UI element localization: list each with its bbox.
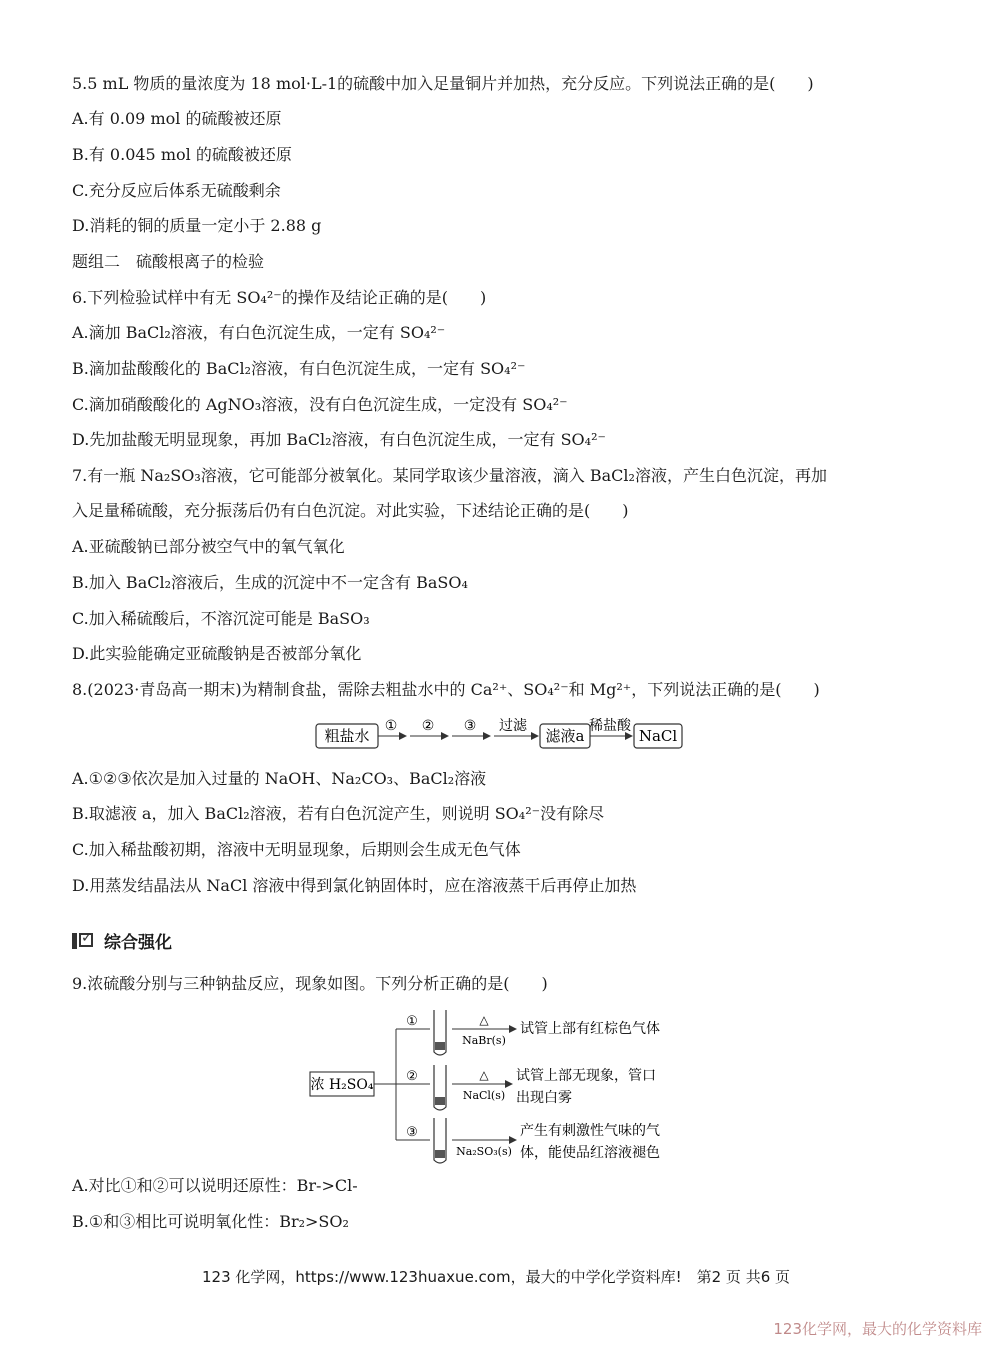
q8-option-d: D.用蒸发结晶法从 NaCl 溶液中得到氯化钠固体时，应在溶液蒸干后再停止加热 (72, 876, 637, 895)
q6-option-d: D.先加盐酸无明显现象，再加 BaCl₂溶液，有白色沉淀生成，一定有 SO₄²⁻ (72, 430, 606, 449)
q8-stem: 8.(2023·青岛高一期末)为精制食盐，需除去粗盐水中的 Ca²⁺、SO₄²⁻和 Mg²⁺，下列说法正确的是( ) (72, 680, 820, 699)
test-tube-1 (434, 1010, 446, 1055)
q9-reaction-diagram (308, 1008, 708, 1166)
q6-option-c: C.滴加硝酸酸化的 AgNO₃溶液，没有白色沉淀生成，一定没有 SO₄²⁻ (72, 395, 568, 414)
q8-option-b: B.取滤液 a，加入 BaCl₂溶液，若有白色沉淀产生，则说明 SO₄²⁻没有除尽 (72, 804, 605, 823)
test-tube-3 (434, 1118, 446, 1163)
q5-option-c: C.充分反应后体系无硫酸剩余 (72, 181, 281, 200)
q6-option-a: A.滴加 BaCl₂溶液，有白色沉淀生成，一定有 SO₄²⁻ (72, 323, 446, 342)
q7-stem-line2: 入足量稀硫酸，充分振荡后仍有白色沉淀。对此实验，下述结论正确的是( ) (72, 501, 629, 520)
diagram-source-label: 浓 H₂SO₄ (310, 1077, 374, 1093)
flow-acid-label: 稀盐酸 (589, 718, 631, 734)
flow-step-1: ① (384, 718, 398, 734)
q5-stem: 5.5 mL 物质的量浓度为 18 mol·L-1的硫酸中加入足量铜片并加热，充分反应。下列说法正确的是( ) (72, 74, 814, 93)
q8-option-a: A.①②③依次是加入过量的 NaOH、Na₂CO₃、BaCl₂溶液 (72, 769, 487, 788)
flow-step-2: ② (421, 718, 435, 734)
result-2-line1: 试管上部无现象，管口 (516, 1068, 656, 1084)
q8-option-c: C.加入稀盐酸初期，溶液中无明显现象，后期则会生成无色气体 (72, 840, 521, 859)
result-1: 试管上部有红棕色气体 (520, 1021, 660, 1037)
watermark: 123化学网，最大的化学资料库 (773, 1320, 982, 1338)
group2-heading: 题组二 硫酸根离子的检验 (72, 252, 265, 271)
branch-number-1: ① (406, 1014, 418, 1029)
flow-filter-label: 过滤 (499, 718, 527, 734)
q7-stem-line1: 7.有一瓶 Na₂SO₃溶液，它可能部分被氧化。某同学取该少量溶液，滴入 BaCl₂溶液，产生白色沉淀，再加 (72, 466, 827, 485)
result-3-line1: 产生有刺激性气味的气 (520, 1123, 660, 1139)
flow-start-label: 粗盐水 (324, 727, 370, 745)
flow-end-label: NaCl (638, 727, 678, 745)
q7-option-c: C.加入稀硫酸后，不溶沉淀可能是 BaSO₃ (72, 609, 370, 628)
result-2-line2: 出现白雾 (516, 1090, 572, 1106)
test-tube-2 (434, 1065, 446, 1110)
checklist-icon: ✓ (72, 931, 96, 951)
q9-stem: 9.浓硫酸分别与三种钠盐反应，现象如图。下列分析正确的是( ) (72, 974, 548, 993)
page-footer: 123 化学网，https://www.123huaxue.com，最大的中学化学资料库! 第2 页 共6 页 (201, 1268, 791, 1286)
q7-option-b: B.加入 BaCl₂溶液后，生成的沉淀中不一定含有 BaSO₄ (72, 573, 468, 592)
flow-mid-label: 滤液a (545, 727, 585, 745)
heat-symbol-1: △ (479, 1013, 489, 1027)
q7-option-d: D.此实验能确定亚硫酸钠是否被部分氧化 (72, 644, 362, 663)
heat-symbol-2: △ (479, 1068, 489, 1082)
q9-option-b: B.①和③相比可说明氧化性：Br₂>SO₂ (72, 1212, 349, 1231)
q7-option-a: A.亚硫酸钠已部分被空气中的氧气氧化 (72, 537, 345, 556)
q5-option-b: B.有 0.045 mol 的硫酸被还原 (72, 145, 292, 164)
q5-option-a: A.有 0.09 mol 的硫酸被还原 (72, 109, 282, 128)
branch-number-2: ② (406, 1069, 418, 1084)
branch-number-3: ③ (406, 1125, 418, 1140)
result-3-line2: 体，能使品红溶液褪色 (520, 1145, 660, 1161)
flow-step-3: ③ (463, 718, 477, 734)
section-heading (72, 928, 172, 953)
q6-stem: 6.下列检验试样中有无 SO₄²⁻的操作及结论正确的是( ) (72, 288, 487, 307)
section-title: 综合强化 (104, 933, 172, 953)
q5-option-d: D.消耗的铜的质量一定小于 2.88 g (72, 216, 322, 235)
salt-label-2: NaCl(s) (462, 1089, 506, 1102)
q6-option-b: B.滴加盐酸酸化的 BaCl₂溶液，有白色沉淀生成，一定有 SO₄²⁻ (72, 359, 526, 378)
salt-label-1: NaBr(s) (462, 1034, 506, 1047)
salt-label-3: Na₂SO₃(s) (456, 1145, 512, 1158)
q8-flow-diagram (310, 712, 690, 754)
q9-option-a: A.对比①和②可以说明还原性：Br->Cl- (72, 1176, 358, 1195)
